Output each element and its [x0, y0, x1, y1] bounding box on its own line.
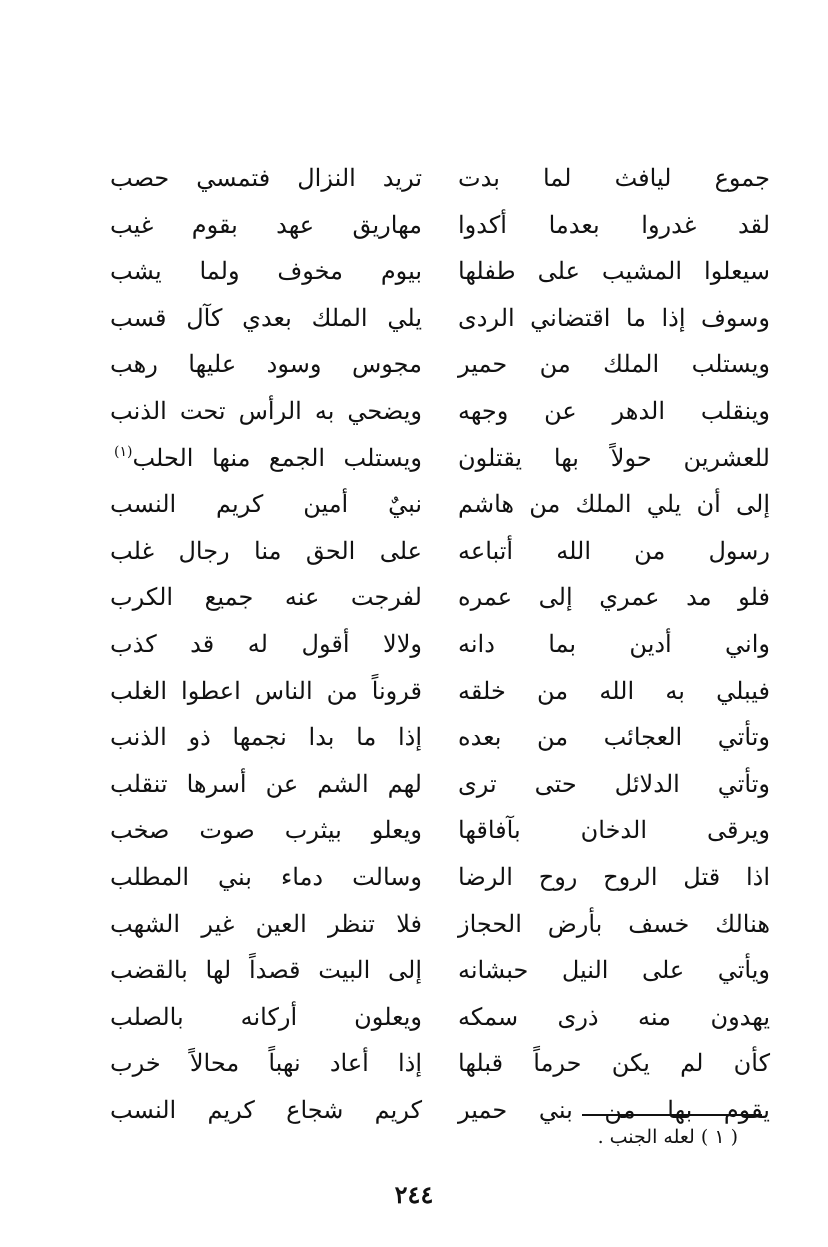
- footnote-separator: [582, 1114, 762, 1116]
- hemistich-first: إلی أن یلي الملك من هاشم: [458, 490, 770, 519]
- hemistich-second: وسالت دماء بني المطلب: [110, 862, 422, 891]
- hemistich-first: ویرقی الدخان بآفاقها: [458, 816, 770, 845]
- verse: [110, 808, 770, 855]
- verse: [110, 622, 770, 669]
- verse: [110, 249, 770, 296]
- hemistich-second: نبيٌ أمین كریم النسب: [110, 490, 422, 519]
- hemistich-second: كریم شجاع كریم النسب: [110, 1095, 422, 1124]
- verse: [110, 715, 770, 762]
- verse: [110, 203, 770, 250]
- hemistich-first: سیعلوا المشیب علی طفلها: [458, 257, 770, 286]
- verse: [110, 575, 770, 622]
- verse: [110, 902, 770, 949]
- hemistich-second: إلی البیت قصداً لها بالقضب: [110, 956, 422, 985]
- hemistich-second: ترید النزال فتمسي حصب: [110, 164, 422, 192]
- hemistich-first: واني أدین بما دانه: [458, 629, 770, 658]
- hemistich-second: مجوس وسود علیها رهب: [110, 350, 422, 379]
- hemistich-first: فلو مد عمري إلی عمره: [458, 583, 770, 612]
- footnote: ( ١ ) لعله الجنب .: [597, 1126, 738, 1148]
- hemistich-first: هنالك خسف بأرض الحجاز: [458, 909, 770, 938]
- hemistich-second: إذا ما بدا نجمها ذو الذنب: [110, 723, 422, 752]
- hemistich-first: ویأتي علی النیل حبشانه: [458, 956, 770, 985]
- hemistich-second: إذا أعاد نهباً محالاً خرب: [110, 1049, 422, 1078]
- hemistich-first: اذا قتل الروح روح الرضا: [458, 862, 770, 891]
- verse: [110, 436, 770, 483]
- hemistich-second: لهم الشم عن أسرها تنقلب: [110, 769, 422, 798]
- poem: [110, 156, 770, 1134]
- hemistich-first: وتأتي الدلائل حتی تری: [458, 769, 770, 798]
- hemistich-first: وینقلب الدهر عن وجهه: [458, 396, 770, 425]
- hemistich-first: رسول من الله أتباعه: [458, 536, 770, 565]
- hemistich-second: بیوم مخوف ولما یشب: [110, 257, 422, 286]
- verse: [110, 948, 770, 995]
- verse: [110, 156, 770, 203]
- hemistich-second-with-footnote: [110, 436, 422, 484]
- hemistich-second: مهاریق عهد بقوم غیب: [110, 210, 422, 239]
- verse: [110, 855, 770, 902]
- hemistich-first: كأن لم یكن حرماً قبلها: [458, 1049, 770, 1078]
- verse: [110, 995, 770, 1042]
- hemistich-first: ویستلب الملك من حمیر: [458, 350, 770, 379]
- hemistich-first: لقد غدروا بعدما أكدوا: [458, 210, 770, 239]
- hemistich-second: یلي الملك بعدي كآل قسب: [110, 303, 422, 332]
- hemistich-second: لفرجت عنه جمیع الكرب: [110, 583, 422, 612]
- hemistich-second: ویعلون أركانه بالصلب: [110, 1002, 422, 1031]
- hemistich-second: ویعلو بیثرب صوت صخب: [110, 816, 422, 845]
- verse: [110, 389, 770, 436]
- hemistich-first: للعشرین حولاً بها یقتلون: [458, 443, 770, 472]
- hemistich-text: ویستلب الجمع منها الحلب: [132, 443, 422, 472]
- hemistich-first: یهدون منه ذری سمكه: [458, 1002, 770, 1031]
- verse: [110, 482, 770, 529]
- hemistich-second: فلا تنظر العین غیر الشهب: [110, 909, 422, 938]
- page-number: ٢٤٤: [394, 1180, 434, 1209]
- hemistich-second: قروناً من الناس اعطوا الغلب: [110, 676, 422, 705]
- verse: [110, 762, 770, 809]
- verse: [110, 342, 770, 389]
- hemistich-second: علی الحق منا رجال غلب: [110, 536, 422, 565]
- hemistich-first: یقوم بها من بني حمیر: [458, 1095, 770, 1124]
- hemistich-second: ویضحي به الرأس تحت الذنب: [110, 396, 422, 425]
- footnote-marker: (١): [114, 443, 133, 460]
- hemistich-first: فیبلي به الله من خلقه: [458, 676, 770, 705]
- verse: [110, 296, 770, 343]
- hemistich-first: وسوف إذا ما اقتضاني الردی: [458, 303, 770, 332]
- hemistich-first: جموع لیافث لما بدت: [458, 164, 770, 192]
- verse: [110, 529, 770, 576]
- hemistich-first: وتأتي العجائب من بعده: [458, 723, 770, 752]
- verse: [110, 1041, 770, 1088]
- hemistich-second: ولالا أقول له قد كذب: [110, 629, 422, 658]
- verse: [110, 669, 770, 716]
